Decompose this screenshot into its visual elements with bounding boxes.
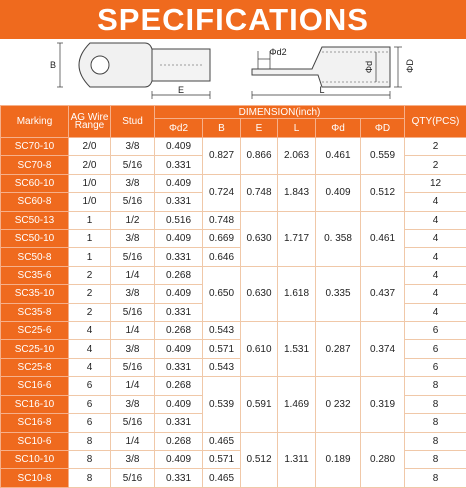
wire-cell: 6 [69,377,111,395]
d2-cell: 0.268 [155,322,203,340]
marking-cell: SC35-10 [1,285,69,303]
qty-cell: 8 [405,469,466,488]
wire-cell: 2/0 [69,156,111,174]
d-cell: 0 232 [316,377,361,432]
qty-cell: 2 [405,156,466,174]
qty-cell: 6 [405,358,466,376]
dim-label-b: B [49,60,56,70]
qty-cell: 4 [405,266,466,284]
wire-cell: 6 [69,395,111,413]
b-cell: 0.465 [203,469,241,488]
dim-label-e: E [177,85,185,95]
stud-cell: 5/16 [111,248,155,266]
wire-cell: 1 [69,211,111,229]
wire-cell: 1/0 [69,193,111,211]
l-cell: 2.063 [278,138,316,175]
wire-cell: 2/0 [69,138,111,156]
qty-cell: 8 [405,395,466,413]
col-header-dimension: DIMENSION(inch) [155,106,405,119]
marking-cell: SC35-6 [1,266,69,284]
stud-cell: 5/16 [111,193,155,211]
d2-cell: 0.331 [155,414,203,432]
qty-cell: 8 [405,450,466,468]
marking-cell: SC25-6 [1,322,69,340]
b-cell: 0.646 [203,248,241,266]
qty-cell: 8 [405,377,466,395]
table-row [1,138,466,156]
stud-cell: 3/8 [111,230,155,248]
table-row [1,211,466,229]
marking-cell: SC16-6 [1,377,69,395]
d2-cell: 0.409 [155,340,203,358]
qty-cell: 4 [405,230,466,248]
stud-cell: 1/4 [111,432,155,450]
l-cell: 1.618 [278,266,316,321]
lug-diagrams [0,39,466,104]
col-header-D: ΦD [361,119,405,138]
qty-cell: 6 [405,322,466,340]
wire-cell: 8 [69,432,111,450]
d2-cell: 0.331 [155,248,203,266]
b-cell: 0.543 [203,358,241,376]
qty-cell: 4 [405,248,466,266]
stud-cell: 1/4 [111,266,155,284]
stud-cell: 3/8 [111,395,155,413]
stud-cell: 3/8 [111,340,155,358]
stud-cell: 5/16 [111,414,155,432]
page-title: SPECIFICATIONS [0,0,466,39]
l-cell: 1.311 [278,432,316,488]
d2-cell: 0.409 [155,174,203,192]
marking-cell: SC16-8 [1,414,69,432]
table-row [1,377,466,395]
d2-cell: 0.268 [155,377,203,395]
d2-cell: 0.268 [155,432,203,450]
D-cell: 0.319 [361,377,405,432]
col-header-d2: Φd2 [155,119,203,138]
wire-cell: 1/0 [69,174,111,192]
marking-cell: SC35-8 [1,303,69,321]
stud-cell: 1/4 [111,322,155,340]
qty-cell: 4 [405,303,466,321]
wire-cell: 4 [69,358,111,376]
wire-cell: 8 [69,450,111,468]
marking-cell: SC50-13 [1,211,69,229]
D-cell: 0.559 [361,138,405,175]
marking-cell: SC10-6 [1,432,69,450]
qty-cell: 4 [405,285,466,303]
d2-cell: 0.331 [155,358,203,376]
b-cell: 0.539 [203,377,241,432]
wire-cell: 4 [69,340,111,358]
qty-cell: 8 [405,432,466,450]
d2-cell: 0.409 [155,395,203,413]
dim-label-l: L [319,85,325,95]
dim-label-d: Φd [364,60,374,74]
stud-cell: 3/8 [111,450,155,468]
marking-cell: SC70-8 [1,156,69,174]
d-cell: 0.189 [316,432,361,488]
d2-cell: 0.409 [155,450,203,468]
qty-cell: 2 [405,138,466,156]
b-cell: 0.571 [203,340,241,358]
d-cell: 0.287 [316,322,361,377]
d-cell: 0.409 [316,174,361,211]
stud-cell: 3/8 [111,285,155,303]
header-row-1 [1,106,466,119]
col-header-wire-range: AG Wire Range [69,106,111,138]
b-cell: 0.543 [203,322,241,340]
qty-cell: 4 [405,211,466,229]
l-cell: 1.843 [278,174,316,211]
wire-cell: 2 [69,266,111,284]
d-cell: 0. 358 [316,211,361,266]
wire-cell: 4 [69,322,111,340]
marking-cell: SC60-10 [1,174,69,192]
d2-cell: 0.516 [155,211,203,229]
table-row [1,432,466,450]
b-cell: 0.827 [203,138,241,175]
qty-cell: 4 [405,193,466,211]
marking-cell: SC10-8 [1,469,69,488]
wire-cell: 1 [69,230,111,248]
marking-cell: SC70-10 [1,138,69,156]
b-cell: 0.571 [203,450,241,468]
marking-cell: SC25-10 [1,340,69,358]
stud-cell: 5/16 [111,358,155,376]
stud-cell: 3/8 [111,138,155,156]
stud-cell: 1/2 [111,211,155,229]
spec-table [0,105,466,488]
e-cell: 0.610 [241,322,278,377]
e-cell: 0.630 [241,266,278,321]
d2-cell: 0.331 [155,469,203,488]
top-view-diagram [50,43,210,99]
l-cell: 1.717 [278,211,316,266]
col-header-e: E [241,119,278,138]
b-cell: 0.669 [203,230,241,248]
D-cell: 0.374 [361,322,405,377]
col-header-l: L [278,119,316,138]
wire-cell: 1 [69,248,111,266]
stud-cell: 5/16 [111,303,155,321]
marking-cell: SC60-8 [1,193,69,211]
col-header-d: Φd [316,119,361,138]
col-header-b: B [203,119,241,138]
wire-cell: 2 [69,285,111,303]
table-row [1,174,466,192]
col-header-marking: Marking [1,106,69,138]
d2-cell: 0.331 [155,193,203,211]
marking-cell: SC10-10 [1,450,69,468]
b-cell: 0.724 [203,174,241,211]
D-cell: 0.437 [361,266,405,321]
e-cell: 0.591 [241,377,278,432]
D-cell: 0.461 [361,211,405,266]
wire-cell: 2 [69,303,111,321]
e-cell: 0.512 [241,432,278,488]
D-cell: 0.512 [361,174,405,211]
l-cell: 1.469 [278,377,316,432]
dim-label-d2: Φd2 [269,47,287,57]
qty-cell: 12 [405,174,466,192]
d2-cell: 0.331 [155,156,203,174]
b-cell: 0.465 [203,432,241,450]
stud-cell: 1/4 [111,377,155,395]
e-cell: 0.748 [241,174,278,211]
col-header-qty: QTY(PCS) [405,106,466,138]
marking-cell: SC16-10 [1,395,69,413]
e-cell: 0.630 [241,211,278,266]
dim-label-D: ΦD [405,59,415,73]
d2-cell: 0.331 [155,303,203,321]
table-row [1,266,466,284]
d2-cell: 0.409 [155,230,203,248]
d2-cell: 0.409 [155,285,203,303]
e-cell: 0.866 [241,138,278,175]
marking-cell: SC50-8 [1,248,69,266]
stud-cell: 3/8 [111,174,155,192]
d2-cell: 0.409 [155,138,203,156]
stud-cell: 5/16 [111,156,155,174]
qty-cell: 6 [405,340,466,358]
marking-cell: SC25-8 [1,358,69,376]
stud-cell: 5/16 [111,469,155,488]
d-cell: 0.461 [316,138,361,175]
d-cell: 0.335 [316,266,361,321]
side-view-diagram [252,47,415,99]
qty-cell: 8 [405,414,466,432]
D-cell: 0.280 [361,432,405,488]
d2-cell: 0.268 [155,266,203,284]
b-cell: 0.748 [203,211,241,229]
b-cell: 0.650 [203,266,241,321]
wire-cell: 8 [69,469,111,488]
marking-cell: SC50-10 [1,230,69,248]
wire-cell: 6 [69,414,111,432]
table-row [1,322,466,340]
col-header-stud: Stud [111,106,155,138]
l-cell: 1.531 [278,322,316,377]
